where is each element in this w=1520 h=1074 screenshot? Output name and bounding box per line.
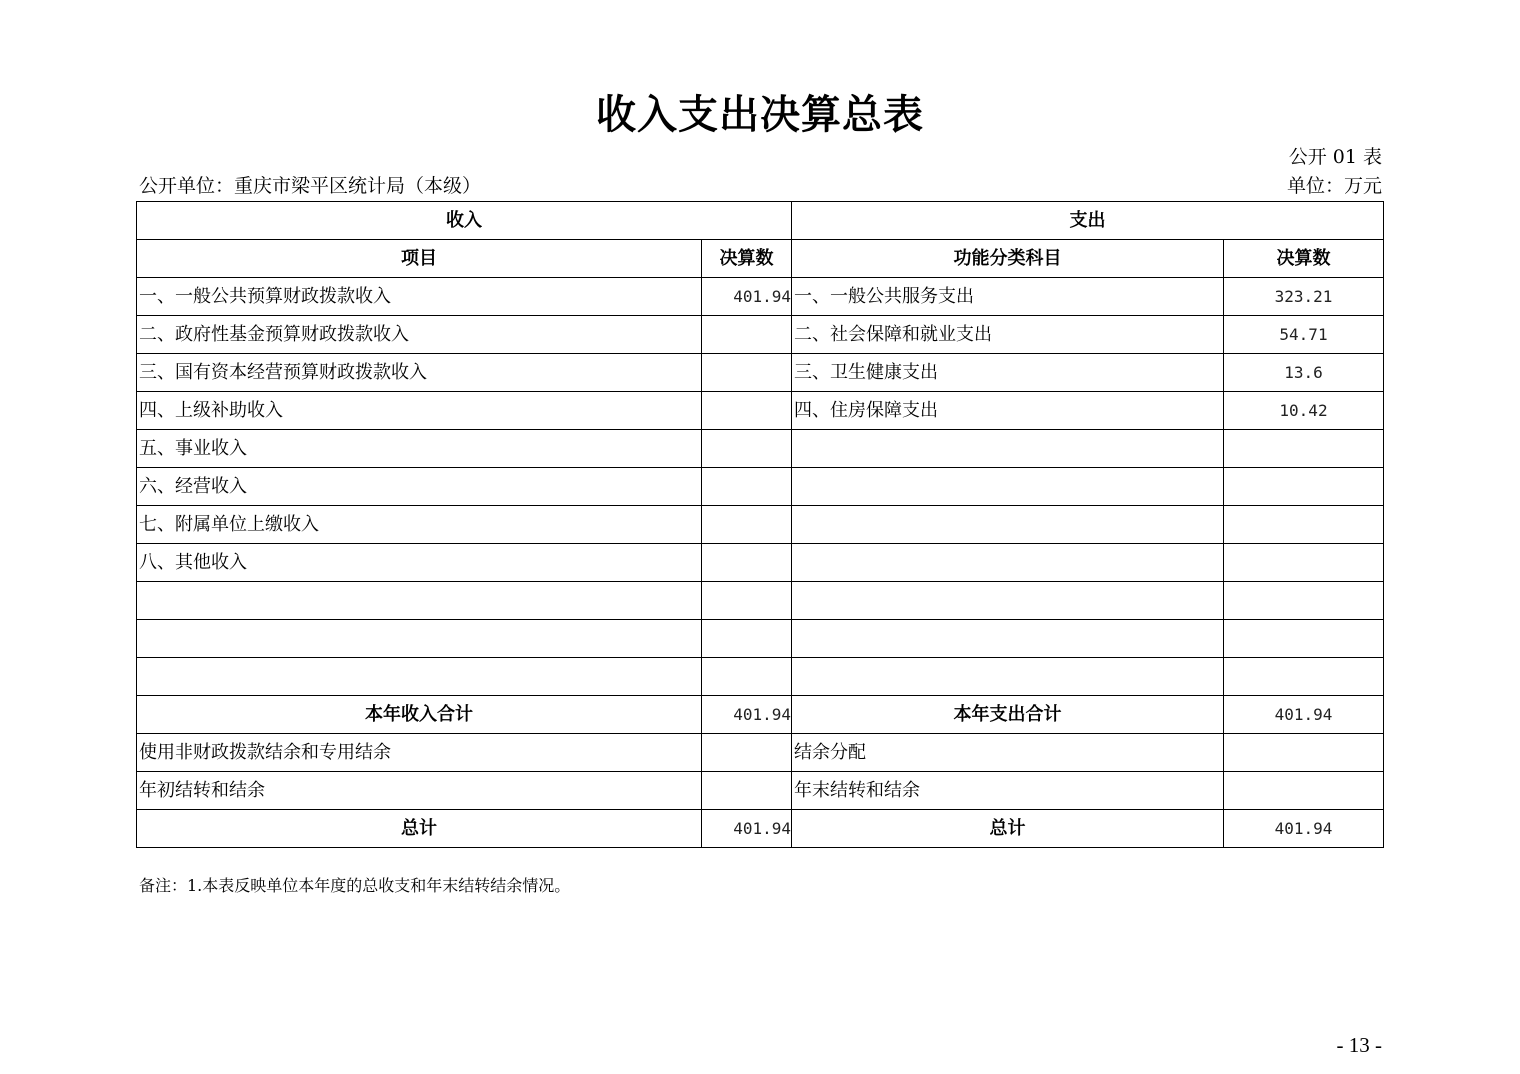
income-item-cell: 一、一般公共预算财政拨款收入 [137,278,702,316]
table-row [137,354,1384,392]
expense-item-cell: 一、一般公共服务支出 [792,278,1224,316]
expense-item-cell: 四、住房保障支出 [792,392,1224,430]
income-subtotal-label: 本年收入合计 [137,696,702,734]
income-item-cell: 使用非财政拨款结余和专用结余 [137,734,702,772]
income-item-cell [137,582,702,620]
expense-amount-cell: 54.71 [1224,316,1384,354]
expense-amount-cell [1224,544,1384,582]
expense-amount-header: 决算数 [1224,240,1384,278]
income-item-cell [137,620,702,658]
income-amount-cell [702,734,792,772]
income-amount-cell [702,658,792,696]
income-group-header: 收入 [137,202,792,240]
table-row [137,620,1384,658]
expense-amount-cell [1224,506,1384,544]
form-number: 公开 01 表 [1288,146,1382,168]
income-amount-cell: 401.94 [702,278,792,316]
page-number: - 13 - [1336,1033,1382,1057]
expense-amount-cell [1224,658,1384,696]
total-row [137,810,1384,848]
expense-total-label: 总计 [792,810,1224,848]
income-item-cell: 三、国有资本经营预算财政拨款收入 [137,354,702,392]
income-total-amount: 401.94 [702,810,792,848]
expense-item-cell: 年末结转和结余 [792,772,1224,810]
income-amount-cell [702,430,792,468]
expense-amount-cell: 323.21 [1224,278,1384,316]
income-amount-cell [702,468,792,506]
income-amount-cell [702,582,792,620]
income-subtotal-amount: 401.94 [702,696,792,734]
income-item-cell: 五、事业收入 [137,430,702,468]
income-item-cell: 七、附属单位上缴收入 [137,506,702,544]
expense-item-cell: 二、社会保障和就业支出 [792,316,1224,354]
expense-group-header: 支出 [792,202,1384,240]
income-item-cell: 二、政府性基金预算财政拨款收入 [137,316,702,354]
table-row [137,734,1384,772]
income-item-header: 项目 [137,240,702,278]
expense-item-cell [792,430,1224,468]
table-row [137,468,1384,506]
income-item-cell [137,658,702,696]
group-header-row [137,202,1384,240]
expense-item-cell [792,506,1224,544]
subtotal-row [137,696,1384,734]
expense-total-amount: 401.94 [1224,810,1384,848]
income-item-cell: 四、上级补助收入 [137,392,702,430]
table-row [137,658,1384,696]
table-row [137,392,1384,430]
expense-item-cell [792,582,1224,620]
expense-subtotal-amount: 401.94 [1224,696,1384,734]
expense-amount-cell [1224,772,1384,810]
income-item-cell: 八、其他收入 [137,544,702,582]
expense-amount-cell: 10.42 [1224,392,1384,430]
table-row [137,544,1384,582]
expense-item-cell [792,544,1224,582]
income-item-cell: 六、经营收入 [137,468,702,506]
expense-item-cell: 三、卫生健康支出 [792,354,1224,392]
table-row [137,430,1384,468]
expense-amount-cell [1224,734,1384,772]
reporting-unit: 公开单位：重庆市梁平区统计局（本级） [139,175,482,197]
expense-item-cell [792,658,1224,696]
footnote: 备注：1.本表反映单位本年度的总收支和年末结转结余情况。 [139,876,571,895]
expense-amount-cell [1224,468,1384,506]
income-amount-cell [702,354,792,392]
expense-item-cell: 结余分配 [792,734,1224,772]
income-total-label: 总计 [137,810,702,848]
page-title: 收入支出决算总表 [596,91,924,138]
currency-unit: 单位：万元 [1286,175,1382,197]
income-amount-cell [702,620,792,658]
income-item-cell: 年初结转和结余 [137,772,702,810]
table-row [137,506,1384,544]
table-row [137,278,1384,316]
income-amount-cell [702,772,792,810]
column-header-row [137,240,1384,278]
income-amount-cell [702,544,792,582]
table-row [137,582,1384,620]
expense-amount-cell [1224,620,1384,658]
income-expense-table [136,201,1384,848]
expense-item-cell [792,620,1224,658]
expense-amount-cell [1224,582,1384,620]
expense-amount-cell: 13.6 [1224,354,1384,392]
income-amount-header: 决算数 [702,240,792,278]
expense-item-header: 功能分类科目 [792,240,1224,278]
income-amount-cell [702,316,792,354]
expense-subtotal-label: 本年支出合计 [792,696,1224,734]
table-row [137,316,1384,354]
expense-amount-cell [1224,430,1384,468]
income-amount-cell [702,506,792,544]
expense-item-cell [792,468,1224,506]
table-row [137,772,1384,810]
income-amount-cell [702,392,792,430]
